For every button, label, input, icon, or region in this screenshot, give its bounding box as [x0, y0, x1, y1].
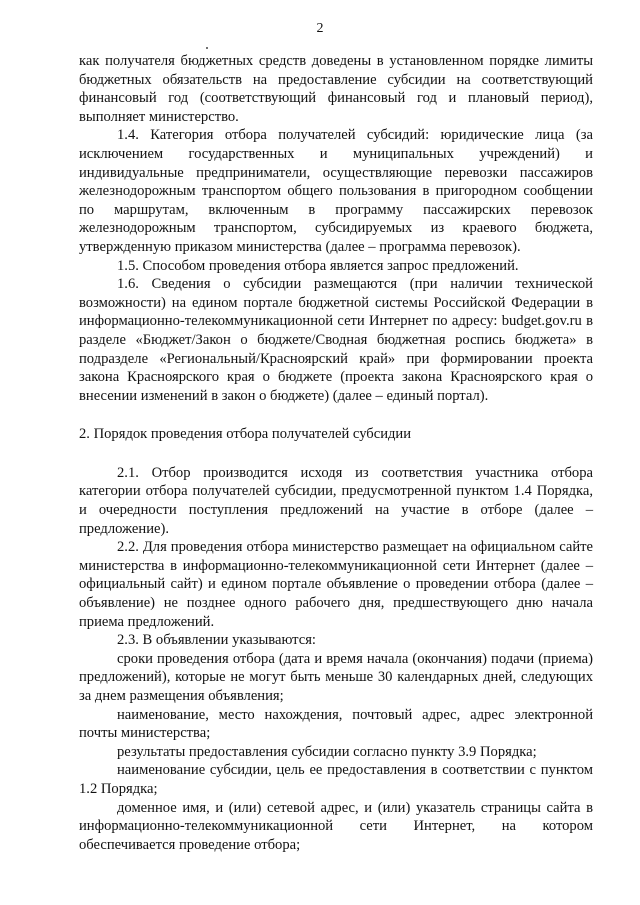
- paragraph-2-3: 2.3. В объявлении указываются:: [117, 632, 316, 649]
- paragraph-1-5: 1.5. Способом проведения отбора является запрос предложений.: [117, 257, 519, 274]
- list-item-subsidy-name: наименование субсидии, цель ее предоставления в соответствии с пунктом 1.2 Порядка;: [79, 762, 593, 797]
- section-heading: 2. Порядок проведения отбора получателей субсидии: [79, 426, 412, 443]
- paragraph-2-1: 2.1. Отбор производится исходя из соответствия участника отбора категории отбора получателей субсидии, предусмотренной пунктом 1.4 Порядка, и очередности поступления предложений на участие в отборе (далее – предложение).: [79, 464, 593, 537]
- paragraph-2-2: 2.2. Для проведения отбора министерство размещает на официальном сайте министерства в информационно-телекоммуникационной сети Интернет (далее – официальный сайт) и едином портале объявление о проведении отбора (далее – объявление) не позднее одного рабочего дня, предшествующего дню начала приема предложений.: [79, 539, 593, 630]
- list-item-ministry-contacts: наименование, место нахождения, почтовый адрес, адрес электронной почты министерства;: [79, 706, 593, 742]
- list-item-results: результаты предоставления субсидии согласно пункту 3.9 Порядка;: [117, 743, 537, 760]
- paragraph-continuation: как получателя бюджетных средств доведены в установленном порядке лимиты бюджетных обязательств на предоставление субсидии на соответствующий финансовый год (соответствующий финансовый год и плановый период), выполняет министерство.: [79, 53, 593, 125]
- scan-speck: [206, 47, 208, 49]
- paragraph-1-4: 1.4. Категория отбора получателей субсидий: юридические лица (за исключением государственных и муниципальных учреждений) и индивидуальные предприниматели, осуществляющие перевозки пассажиров железнодорожным транспортом общего пользования в пригородном сообщении по маршрутам, включенным в программу пассажирских перевозок железнодорожным транспортом, субсидируемых из краевого бюджета, утвержденную приказом министерства (далее – программа перевозок).: [79, 127, 593, 255]
- list-item-domain: доменное имя, и (или) сетевой адрес, и (или) указатель страницы сайта в информационно-телекоммуникационной сети Интернет, на котором обеспечивается проведение отбора;: [79, 799, 593, 853]
- paragraph-1-6: 1.6. Сведения о субсидии размещаются (при наличии технической возможности) на едином портале бюджетной системы Российской Федерации в информационно-телекоммуникационной сети Интернет по адресу: budget.gov.ru в разделе «Бюджет/Закон о бюджете/Сводная бюджетная роспись бюджета» в подразделе «Региональный/Красноярский край» при формировании проекта закона Красноярского края о бюджете (проекта закона Красноярского края о внесении изменений в закон о бюджете) (далее – единый портал).: [79, 276, 593, 404]
- page-number: 2: [316, 21, 324, 36]
- document-body: [79, 52, 593, 854]
- list-item-deadlines: сроки проведения отбора (дата и время начала (окончания) подачи (приема) предложений), которые не могут быть меньше 30 календарных дней, следующих за днем размещения объявления;: [79, 650, 593, 704]
